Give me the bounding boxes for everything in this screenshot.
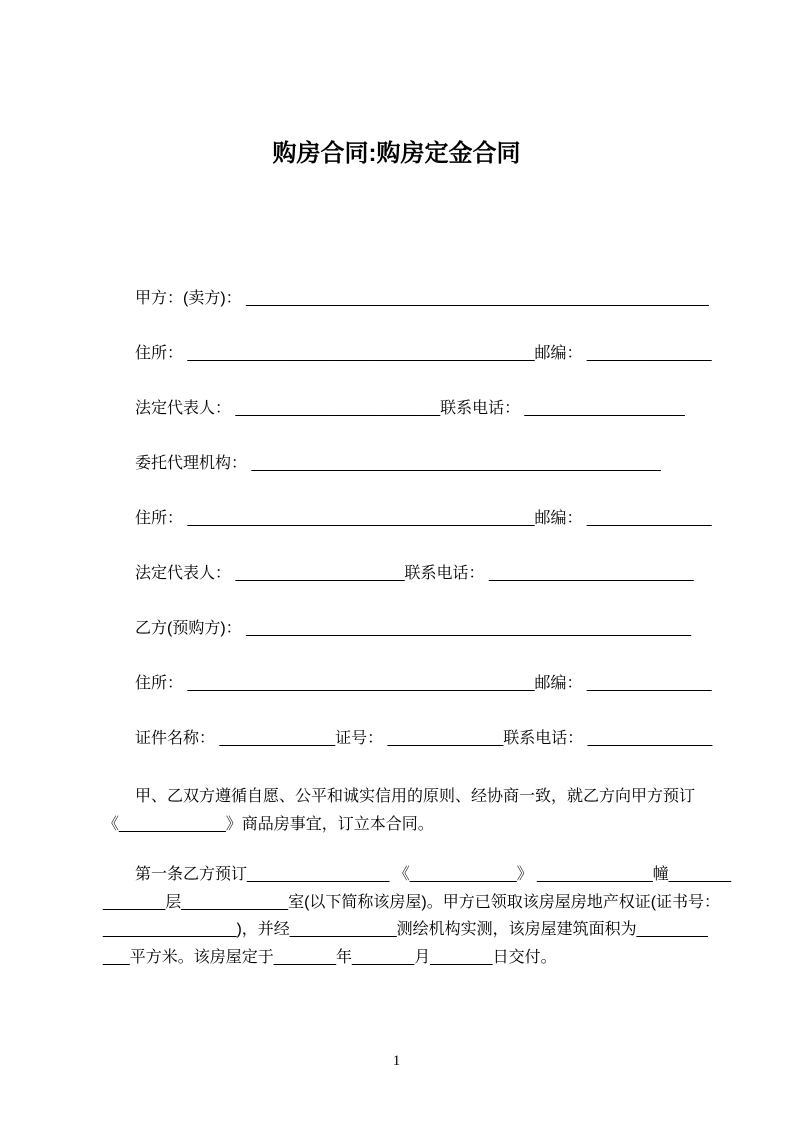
document-title: 购房合同:购房定金合同 bbox=[272, 140, 521, 167]
field-row-address-agency: 住所： _______________________________________邮编： ______________ bbox=[135, 510, 712, 527]
paragraph-line: _______________)，并经____________测绘机构实测，该房屋建筑面积为________ bbox=[103, 921, 708, 938]
page-number: 1 bbox=[392, 1053, 401, 1069]
paragraph-line: ___平方米。该房屋定于_______年_______月_______日交付。 bbox=[103, 948, 557, 966]
field-row-party-b: 乙方(预购方)： __________________________________________________ bbox=[135, 620, 692, 637]
paragraph-line: _______层____________室(以下简称该房屋)。甲方已领取该房屋房地产权证(证书号： bbox=[103, 893, 721, 911]
field-row-certificate-b: 证件名称： _____________证号： _____________联系电话： ______________ bbox=[135, 730, 713, 747]
paragraph-line: 第一条乙方预订________________ 《____________》 _____________幢_______ bbox=[135, 866, 732, 883]
field-row-legal-rep-a: 法定代表人： _______________________联系电话： __________________ bbox=[135, 400, 685, 417]
field-row-agency: 委托代理机构： ______________________________________________ bbox=[135, 455, 661, 472]
paragraph-line: 《____________》商品房事宜，订立本合同。 bbox=[103, 815, 434, 833]
paragraph-line: 甲、乙双方遵循自愿、公平和诚实信用的原则、经协商一致，就乙方向甲方预订 bbox=[135, 788, 696, 805]
party-info-section bbox=[103, 288, 713, 750]
field-row-address-a: 住所： _______________________________________邮编： ______________ bbox=[135, 345, 712, 362]
field-row-legal-rep-agency: 法定代表人： ___________________联系电话： _______________________ bbox=[135, 565, 694, 582]
article-1-paragraph bbox=[103, 861, 732, 971]
intro-paragraph bbox=[103, 783, 696, 838]
field-row-party-a: 甲方：(卖方)： ____________________________________________________ bbox=[135, 290, 709, 307]
field-row-address-b: 住所： _______________________________________邮编： ______________ bbox=[135, 675, 712, 692]
